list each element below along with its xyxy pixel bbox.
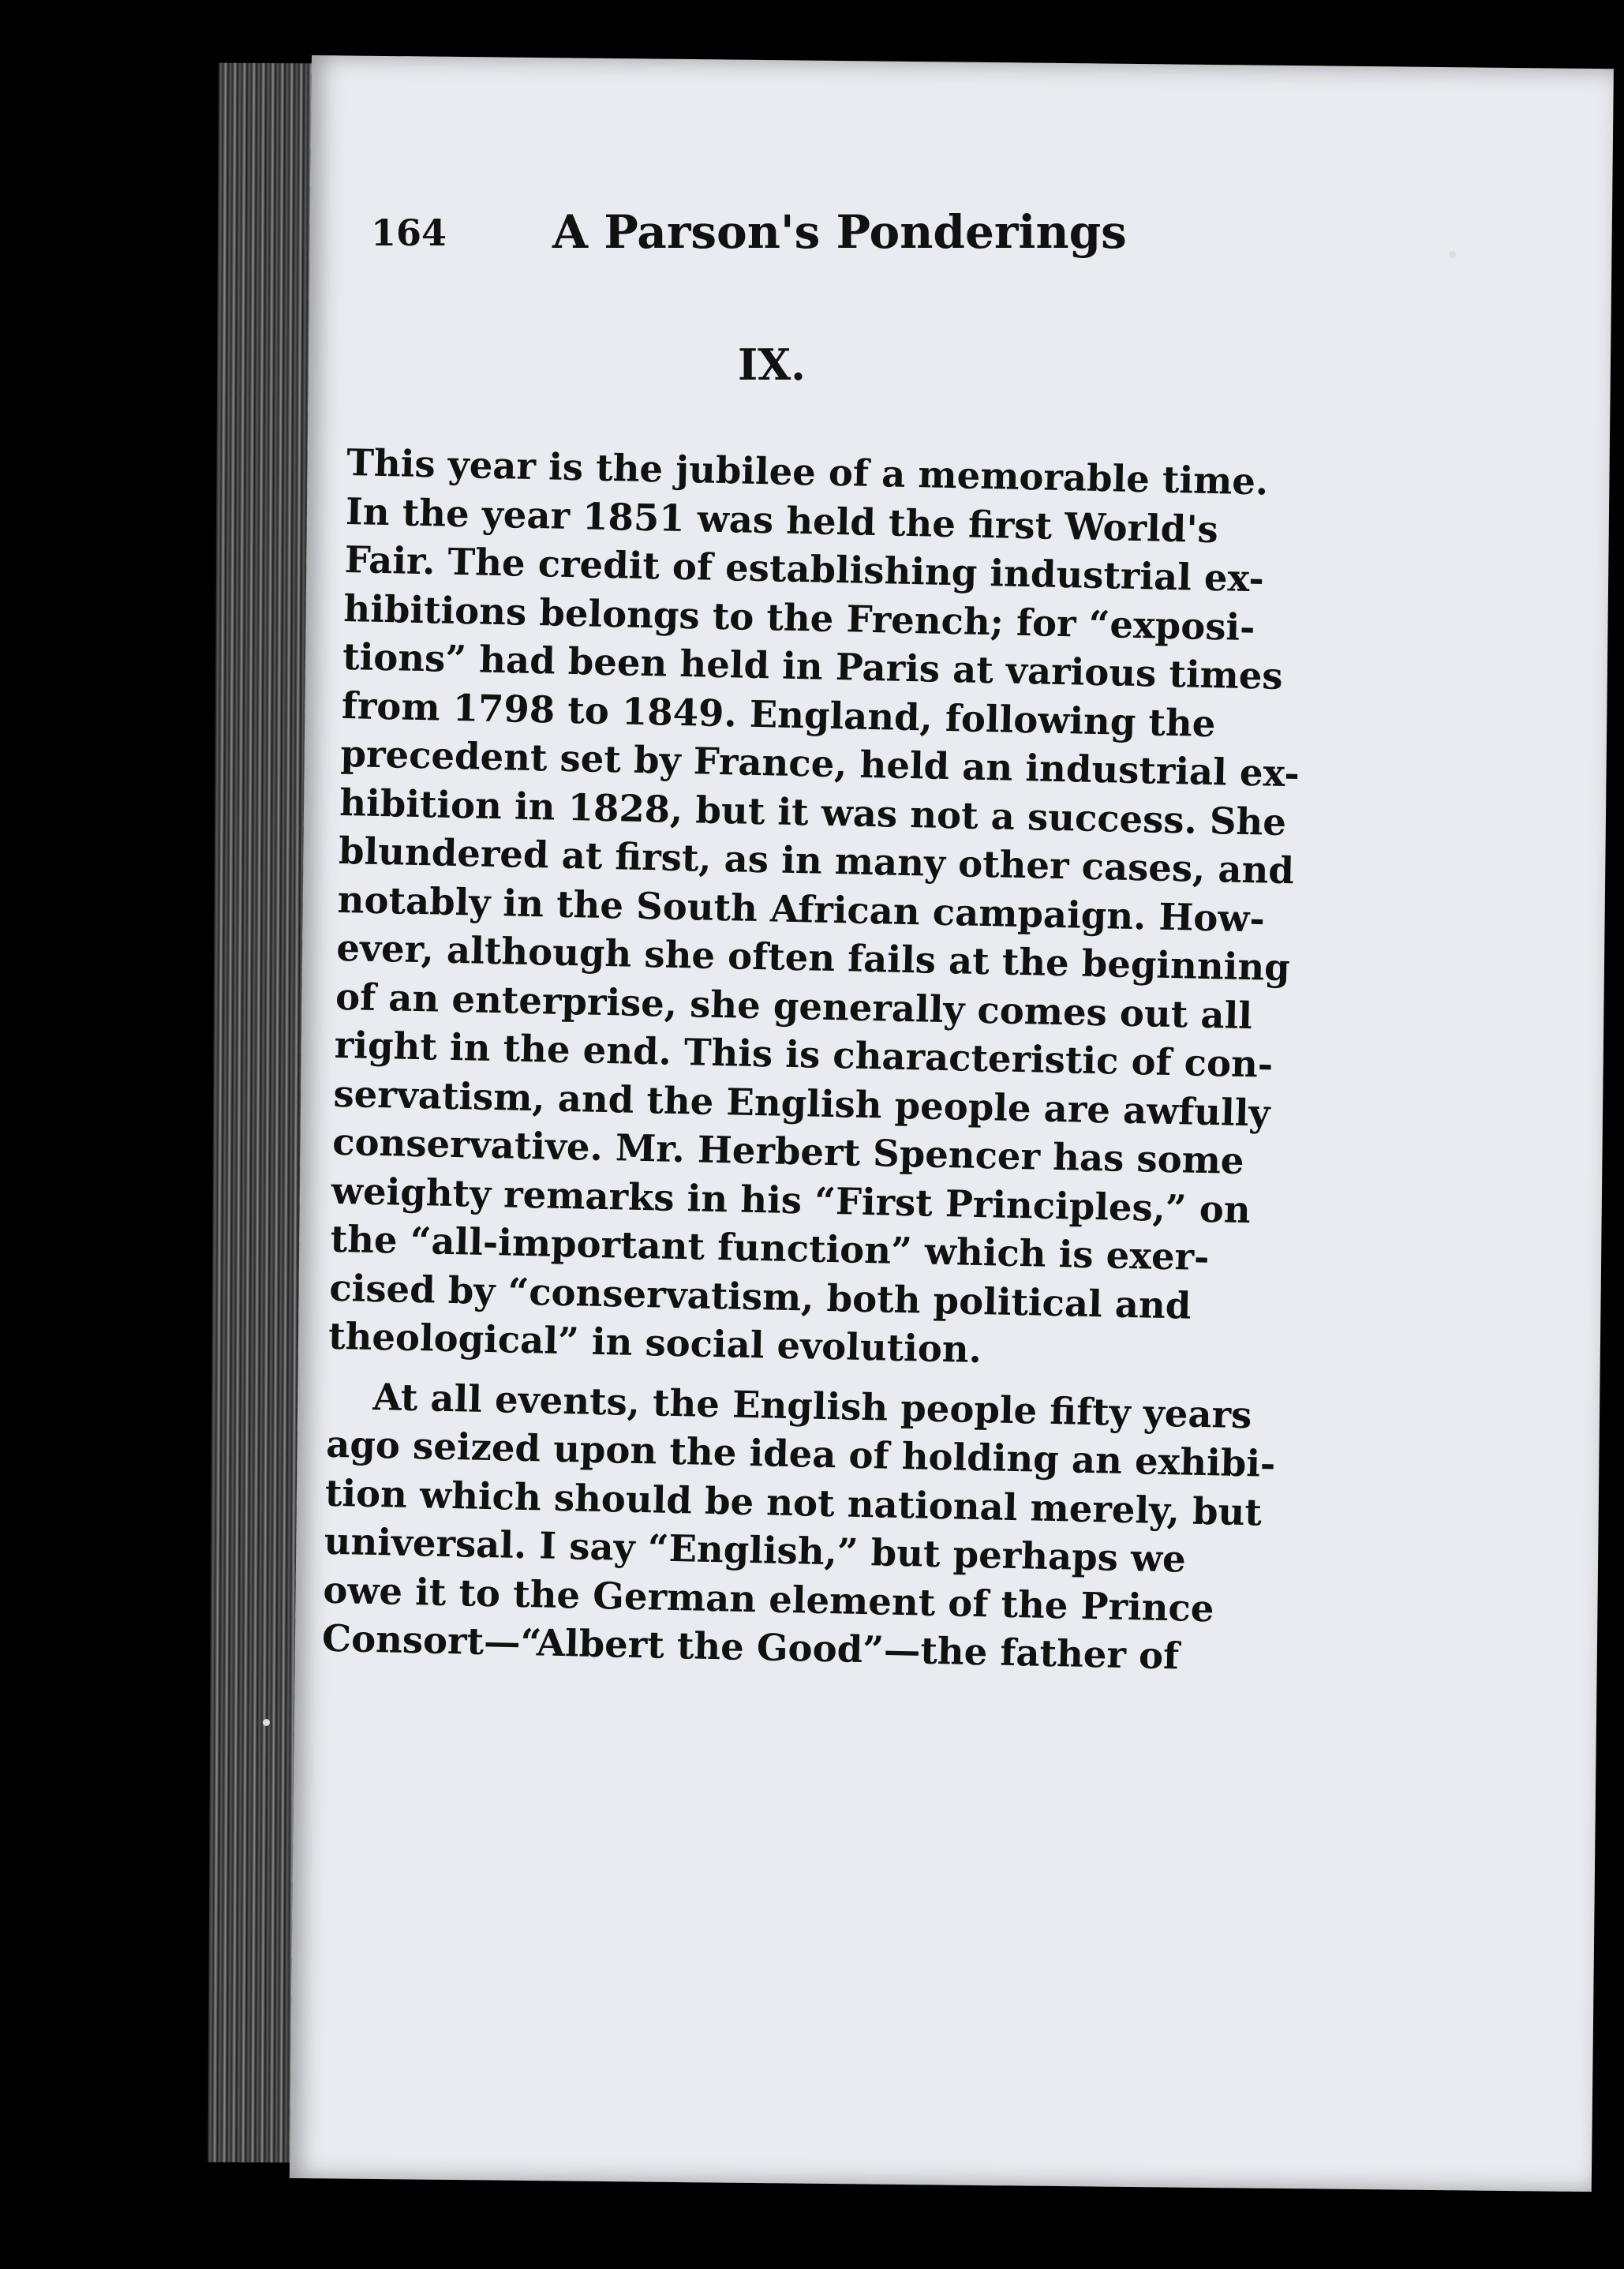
text-line: conservative. Mr. Herbert Spencer has some (331, 1119, 1245, 1182)
scan-speck (263, 1719, 270, 1726)
page-number: 164 (371, 212, 447, 254)
paragraph-2 (321, 1371, 1276, 1679)
text-line: Fair. The credit of establishing industrial ex- (344, 537, 1265, 601)
text-line: owe it to the German element of the Prince (322, 1567, 1214, 1630)
text-line: At all events, the English people fifty years (372, 1374, 1252, 1436)
text-line: ago seized upon the idea of holding an exhibi- (325, 1421, 1276, 1485)
text-line: the “all-important function” which is exer- (330, 1216, 1211, 1279)
text-line: tion which should be not national merely, but (324, 1470, 1263, 1534)
text-line: ever, although she often fails at the beginning (335, 925, 1291, 990)
running-title: A Parson's Ponderings (552, 205, 1127, 259)
text-line: theological” in social evolution. (327, 1313, 982, 1372)
chapter-heading: IX. (738, 339, 806, 390)
scan-speck (1449, 251, 1456, 258)
paragraph-1 (327, 438, 1300, 1377)
text-line: universal. I say “English,” but perhaps we (324, 1518, 1187, 1581)
text-line: tions” had been held in Paris at various times (342, 634, 1284, 698)
text-line: This year is the jubilee of a memorable time. (346, 440, 1269, 504)
text-line: cised by “conservatism, both political and (328, 1265, 1192, 1327)
text-line: right in the end. This is characteristic of con- (334, 1022, 1274, 1086)
text-line: from 1798 to 1849. England, following the (341, 683, 1216, 745)
text-line: servatism, and the English people are awfully (333, 1071, 1271, 1135)
text-line: blundered at first, as in many other cases, and (338, 828, 1295, 893)
text-line: of an enterprise, she generally comes out all (335, 974, 1253, 1037)
text-line: In the year 1851 was held the first World's (345, 489, 1219, 551)
body-text (321, 438, 1300, 1679)
text-line: hibitions belongs to the French; for “exposi- (342, 586, 1256, 649)
text-line: precedent set by France, held an industrial ex- (340, 731, 1300, 796)
text-line: hibition in 1828, but it was not a success. She (339, 780, 1287, 844)
text-line: notably in the South African campaign. How- (337, 877, 1266, 940)
text-line: Consort—“Albert the Good”—the father of (321, 1616, 1180, 1678)
text-line: weighty remarks in his “First Principles,” on (331, 1168, 1252, 1231)
